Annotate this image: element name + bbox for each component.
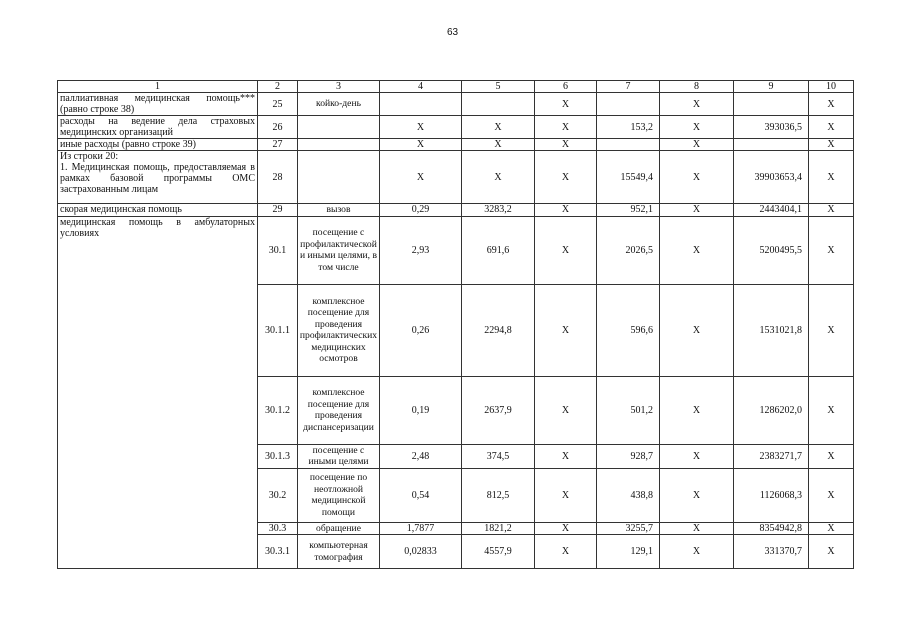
value-cell-c6: Х (535, 139, 597, 151)
row-code-cell: 30.3 (258, 522, 298, 535)
value-cell-c8: Х (660, 216, 734, 284)
value-cell-c10: Х (809, 468, 854, 522)
value-cell-c4: 0,26 (380, 284, 462, 376)
data-table (57, 80, 854, 569)
row-label-cell: иные расходы (равно строке 39) (58, 139, 258, 151)
unit-cell (298, 151, 380, 204)
value-cell-c8: Х (660, 204, 734, 217)
value-cell-c9 (734, 139, 809, 151)
value-cell-c5: 4557,9 (462, 535, 535, 569)
value-cell-c10: Х (809, 284, 854, 376)
row-label-cell: медицинская помощь в амбулаторных условиях (58, 216, 258, 569)
value-cell-c7: 153,2 (597, 116, 660, 139)
value-cell-c7: 952,1 (597, 204, 660, 217)
row-code-cell: 30.1.1 (258, 284, 298, 376)
value-cell-c9: 8354942,8 (734, 522, 809, 535)
value-cell-c5: 2294,8 (462, 284, 535, 376)
value-cell-c10: Х (809, 139, 854, 151)
value-cell-c6: Х (535, 376, 597, 444)
value-cell-c8: Х (660, 151, 734, 204)
header-cell: 5 (462, 81, 535, 93)
value-cell-c6: Х (535, 151, 597, 204)
table-row (58, 116, 854, 139)
value-cell-c7: 438,8 (597, 468, 660, 522)
value-cell-c5: 1821,2 (462, 522, 535, 535)
header-cell: 4 (380, 81, 462, 93)
value-cell-c6: Х (535, 216, 597, 284)
value-cell-c7: 596,6 (597, 284, 660, 376)
value-cell-c7: 15549,4 (597, 151, 660, 204)
value-cell-c4: 0,02833 (380, 535, 462, 569)
row-label-cell: скорая медицинская помощь (58, 204, 258, 217)
value-cell-c7: 129,1 (597, 535, 660, 569)
value-cell-c4: Х (380, 139, 462, 151)
header-cell: 1 (58, 81, 258, 93)
value-cell-c5: Х (462, 151, 535, 204)
value-cell-c10: Х (809, 204, 854, 217)
value-cell-c8: Х (660, 93, 734, 116)
value-cell-c5: Х (462, 139, 535, 151)
row-code-cell: 26 (258, 116, 298, 139)
unit-cell: койко-день (298, 93, 380, 116)
value-cell-c8: Х (660, 522, 734, 535)
row-code-cell: 30.1.3 (258, 444, 298, 468)
value-cell-c5: Х (462, 116, 535, 139)
value-cell-c7: 928,7 (597, 444, 660, 468)
value-cell-c7 (597, 93, 660, 116)
table-row (58, 151, 854, 204)
value-cell-c4: 1,7877 (380, 522, 462, 535)
value-cell-c10: Х (809, 522, 854, 535)
value-cell-c4: Х (380, 116, 462, 139)
value-cell-c7: 501,2 (597, 376, 660, 444)
value-cell-c9: 2443404,1 (734, 204, 809, 217)
value-cell-c4: 0,29 (380, 204, 462, 217)
value-cell-c5: 812,5 (462, 468, 535, 522)
value-cell-c7: 2026,5 (597, 216, 660, 284)
value-cell-c10: Х (809, 93, 854, 116)
unit-cell: комплексное посещение для проведения профилактических медицинских осмотров (298, 284, 380, 376)
page-number: 63 (446, 27, 459, 38)
unit-cell: комплексное посещение для проведения диспансеризации (298, 376, 380, 444)
value-cell-c6: Х (535, 93, 597, 116)
header-cell: 10 (809, 81, 854, 93)
value-cell-c8: Х (660, 376, 734, 444)
table-row (58, 204, 854, 217)
unit-cell (298, 116, 380, 139)
value-cell-c9 (734, 93, 809, 116)
value-cell-c5 (462, 93, 535, 116)
header-cell: 8 (660, 81, 734, 93)
value-cell-c6: Х (535, 535, 597, 569)
row-code-cell: 30.1 (258, 216, 298, 284)
value-cell-c9: 5200495,5 (734, 216, 809, 284)
row-label-cell: Из строки 20: 1. Медицинская помощь, предоставляемая в рамках базовой программы ОМС застрахованным лицам (58, 151, 258, 204)
value-cell-c9: 1126068,3 (734, 468, 809, 522)
value-cell-c8: Х (660, 284, 734, 376)
row-code-cell: 25 (258, 93, 298, 116)
value-cell-c6: Х (535, 116, 597, 139)
row-code-cell: 28 (258, 151, 298, 204)
value-cell-c9: 1286202,0 (734, 376, 809, 444)
value-cell-c10: Х (809, 535, 854, 569)
value-cell-c6: Х (535, 284, 597, 376)
value-cell-c4: 0,19 (380, 376, 462, 444)
value-cell-c4: 0,54 (380, 468, 462, 522)
value-cell-c9: 393036,5 (734, 116, 809, 139)
value-cell-c10: Х (809, 116, 854, 139)
header-cell: 7 (597, 81, 660, 93)
value-cell-c4 (380, 93, 462, 116)
unit-cell: посещение с профилактической и иными целями, в том числе (298, 216, 380, 284)
header-cell: 9 (734, 81, 809, 93)
value-cell-c5: 3283,2 (462, 204, 535, 217)
row-code-cell: 27 (258, 139, 298, 151)
value-cell-c5: 691,6 (462, 216, 535, 284)
header-row (58, 81, 854, 93)
unit-cell: вызов (298, 204, 380, 217)
value-cell-c8: Х (660, 139, 734, 151)
value-cell-c4: 2,48 (380, 444, 462, 468)
header-cell: 6 (535, 81, 597, 93)
row-label-cell: расходы на ведение дела страховых медицинских организаций (58, 116, 258, 139)
value-cell-c7 (597, 139, 660, 151)
table-row (58, 216, 854, 284)
row-code-cell: 30.2 (258, 468, 298, 522)
value-cell-c9: 2383271,7 (734, 444, 809, 468)
row-label-cell: паллиативная медицинская помощь*** (равно строке 38) (58, 93, 258, 116)
header-cell: 2 (258, 81, 298, 93)
row-code-cell: 29 (258, 204, 298, 217)
row-code-cell: 30.1.2 (258, 376, 298, 444)
value-cell-c6: Х (535, 444, 597, 468)
value-cell-c6: Х (535, 468, 597, 522)
value-cell-c4: 2,93 (380, 216, 462, 284)
value-cell-c10: Х (809, 151, 854, 204)
value-cell-c5: 374,5 (462, 444, 535, 468)
value-cell-c10: Х (809, 444, 854, 468)
value-cell-c8: Х (660, 468, 734, 522)
table-row (58, 93, 854, 116)
value-cell-c10: Х (809, 216, 854, 284)
row-code-cell: 30.3.1 (258, 535, 298, 569)
unit-cell: компьютерная томография (298, 535, 380, 569)
unit-cell: посещение с иными целями (298, 444, 380, 468)
value-cell-c9: 39903653,4 (734, 151, 809, 204)
unit-cell (298, 139, 380, 151)
header-cell: 3 (298, 81, 380, 93)
unit-cell: посещение по неотложной медицинской помощи (298, 468, 380, 522)
value-cell-c8: Х (660, 535, 734, 569)
value-cell-c6: Х (535, 522, 597, 535)
value-cell-c5: 2637,9 (462, 376, 535, 444)
value-cell-c4: Х (380, 151, 462, 204)
value-cell-c9: 331370,7 (734, 535, 809, 569)
value-cell-c8: Х (660, 444, 734, 468)
value-cell-c6: Х (535, 204, 597, 217)
value-cell-c7: 3255,7 (597, 522, 660, 535)
table-row (58, 139, 854, 151)
value-cell-c8: Х (660, 116, 734, 139)
unit-cell: обращение (298, 522, 380, 535)
value-cell-c9: 1531021,8 (734, 284, 809, 376)
value-cell-c10: Х (809, 376, 854, 444)
